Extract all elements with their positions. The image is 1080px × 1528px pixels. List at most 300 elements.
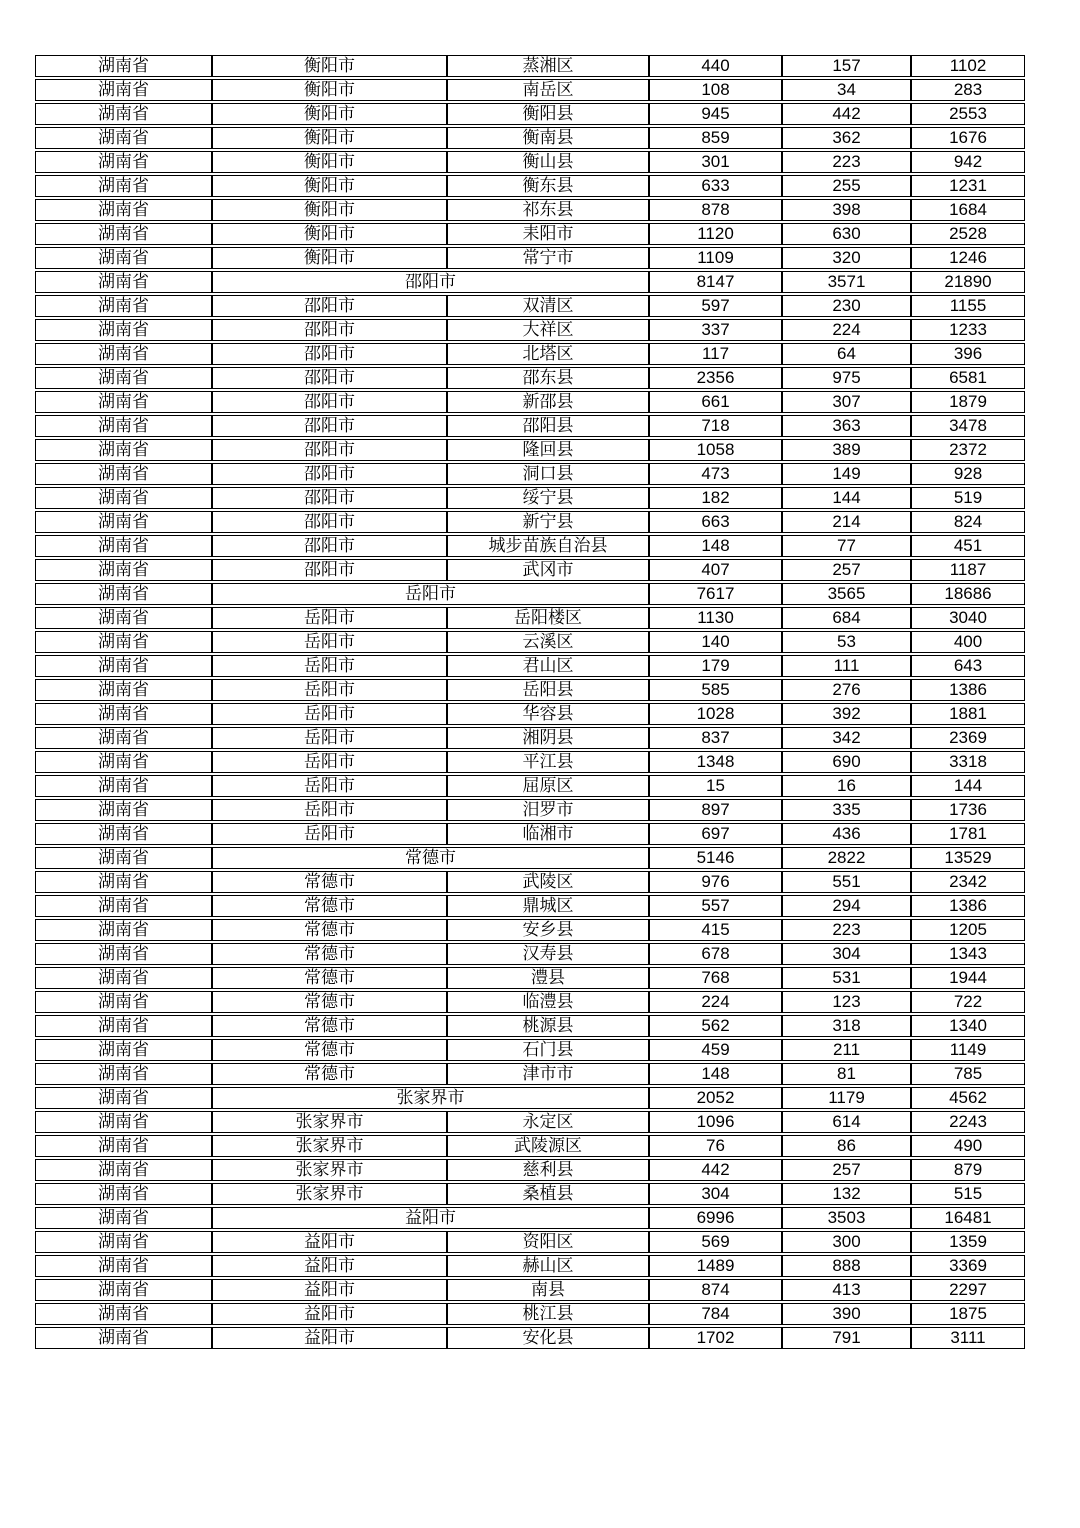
- value2-cell: 211: [782, 1039, 911, 1061]
- value3-cell: 2372: [911, 439, 1025, 461]
- value3-cell: 1386: [911, 895, 1025, 917]
- value2-cell: 257: [782, 559, 911, 581]
- city-cell: 邵阳市: [212, 463, 447, 485]
- value2-cell: 255: [782, 175, 911, 197]
- value1-cell: 874: [649, 1279, 782, 1301]
- value1-cell: 837: [649, 727, 782, 749]
- table-row: [35, 463, 1025, 485]
- table-row: [35, 127, 1025, 149]
- value3-cell: 515: [911, 1183, 1025, 1205]
- province-cell: 湖南省: [35, 199, 212, 221]
- district-cell: 汨罗市: [447, 799, 649, 821]
- province-cell: 湖南省: [35, 1303, 212, 1325]
- province-cell: 湖南省: [35, 871, 212, 893]
- province-cell: 湖南省: [35, 991, 212, 1013]
- value2-cell: 551: [782, 871, 911, 893]
- value2-cell: 123: [782, 991, 911, 1013]
- city-cell: 常德市: [212, 919, 447, 941]
- table-row: [35, 391, 1025, 413]
- city-cell: 衡阳市: [212, 223, 447, 245]
- value1-cell: 1702: [649, 1327, 782, 1349]
- value3-cell: 3478: [911, 415, 1025, 437]
- district-cell: 湘阴县: [447, 727, 649, 749]
- value2-cell: 223: [782, 151, 911, 173]
- table-row: [35, 919, 1025, 941]
- value3-cell: 1205: [911, 919, 1025, 941]
- district-cell: 武冈市: [447, 559, 649, 581]
- value3-cell: 3318: [911, 751, 1025, 773]
- table-row: [35, 1159, 1025, 1181]
- value1-cell: 945: [649, 103, 782, 125]
- table-row: [35, 1135, 1025, 1157]
- value3-cell: 1736: [911, 799, 1025, 821]
- value3-cell: 1246: [911, 247, 1025, 269]
- table-row: [35, 775, 1025, 797]
- province-cell: 湖南省: [35, 1039, 212, 1061]
- district-cell: 平江县: [447, 751, 649, 773]
- value2-cell: 16: [782, 775, 911, 797]
- city-cell: 张家界市: [212, 1159, 447, 1181]
- district-cell: 衡山县: [447, 151, 649, 173]
- value3-cell: 879: [911, 1159, 1025, 1181]
- value3-cell: 3111: [911, 1327, 1025, 1349]
- value2-cell: 86: [782, 1135, 911, 1157]
- province-cell: 湖南省: [35, 295, 212, 317]
- value2-cell: 2822: [782, 847, 911, 869]
- table-row: [35, 343, 1025, 365]
- value1-cell: 8147: [649, 271, 782, 293]
- district-cell: 北塔区: [447, 343, 649, 365]
- district-cell: 津市市: [447, 1063, 649, 1085]
- table-body: [35, 55, 1025, 1349]
- value3-cell: 3369: [911, 1255, 1025, 1277]
- value3-cell: 942: [911, 151, 1025, 173]
- province-cell: 湖南省: [35, 1087, 212, 1109]
- district-cell: 桃源县: [447, 1015, 649, 1037]
- value3-cell: 1684: [911, 199, 1025, 221]
- value3-cell: 3040: [911, 607, 1025, 629]
- value1-cell: 878: [649, 199, 782, 221]
- district-cell: 城步苗族自治县: [447, 535, 649, 557]
- value2-cell: 413: [782, 1279, 911, 1301]
- district-cell: 石门县: [447, 1039, 649, 1061]
- city-cell: 益阳市: [212, 1303, 447, 1325]
- value1-cell: 15: [649, 775, 782, 797]
- value1-cell: 859: [649, 127, 782, 149]
- value1-cell: 148: [649, 1063, 782, 1085]
- table-row: [35, 1039, 1025, 1061]
- province-cell: 湖南省: [35, 679, 212, 701]
- value1-cell: 1096: [649, 1111, 782, 1133]
- table-row: [35, 1327, 1025, 1349]
- value2-cell: 132: [782, 1183, 911, 1205]
- value3-cell: 824: [911, 511, 1025, 533]
- province-cell: 湖南省: [35, 535, 212, 557]
- table-row: [35, 1231, 1025, 1253]
- value1-cell: 140: [649, 631, 782, 653]
- value1-cell: 301: [649, 151, 782, 173]
- city-summary-cell: 岳阳市: [212, 583, 649, 605]
- city-cell: 岳阳市: [212, 607, 447, 629]
- value3-cell: 722: [911, 991, 1025, 1013]
- city-summary-cell: 邵阳市: [212, 271, 649, 293]
- value3-cell: 1102: [911, 55, 1025, 77]
- city-cell: 衡阳市: [212, 79, 447, 101]
- province-cell: 湖南省: [35, 703, 212, 725]
- city-cell: 益阳市: [212, 1255, 447, 1277]
- city-summary-cell: 益阳市: [212, 1207, 649, 1229]
- value3-cell: 1676: [911, 127, 1025, 149]
- province-cell: 湖南省: [35, 559, 212, 581]
- province-cell: 湖南省: [35, 463, 212, 485]
- district-cell: 武陵区: [447, 871, 649, 893]
- value1-cell: 585: [649, 679, 782, 701]
- city-cell: 常德市: [212, 871, 447, 893]
- value2-cell: 77: [782, 535, 911, 557]
- district-cell: 隆回县: [447, 439, 649, 461]
- district-cell: 临湘市: [447, 823, 649, 845]
- table-row: [35, 871, 1025, 893]
- table-row: [35, 943, 1025, 965]
- table-row: [35, 1255, 1025, 1277]
- value1-cell: 7617: [649, 583, 782, 605]
- value3-cell: 16481: [911, 1207, 1025, 1229]
- value1-cell: 148: [649, 535, 782, 557]
- province-cell: 湖南省: [35, 727, 212, 749]
- value2-cell: 442: [782, 103, 911, 125]
- table-row: [35, 79, 1025, 101]
- table-row: [35, 1183, 1025, 1205]
- value3-cell: 1231: [911, 175, 1025, 197]
- city-summary-row: [35, 271, 1025, 293]
- value1-cell: 459: [649, 1039, 782, 1061]
- value2-cell: 144: [782, 487, 911, 509]
- value2-cell: 390: [782, 1303, 911, 1325]
- city-summary-row: [35, 1087, 1025, 1109]
- table-row: [35, 319, 1025, 341]
- table-row: [35, 1015, 1025, 1037]
- city-cell: 常德市: [212, 1063, 447, 1085]
- table-row: [35, 367, 1025, 389]
- value2-cell: 157: [782, 55, 911, 77]
- value1-cell: 718: [649, 415, 782, 437]
- district-cell: 武陵源区: [447, 1135, 649, 1157]
- district-cell: 慈利县: [447, 1159, 649, 1181]
- value2-cell: 975: [782, 367, 911, 389]
- district-cell: 南岳区: [447, 79, 649, 101]
- province-cell: 湖南省: [35, 751, 212, 773]
- value2-cell: 684: [782, 607, 911, 629]
- district-cell: 岳阳楼区: [447, 607, 649, 629]
- value2-cell: 888: [782, 1255, 911, 1277]
- province-cell: 湖南省: [35, 967, 212, 989]
- district-cell: 南县: [447, 1279, 649, 1301]
- value2-cell: 392: [782, 703, 911, 725]
- value2-cell: 304: [782, 943, 911, 965]
- value1-cell: 108: [649, 79, 782, 101]
- province-cell: 湖南省: [35, 1111, 212, 1133]
- district-cell: 屈原区: [447, 775, 649, 797]
- value2-cell: 224: [782, 319, 911, 341]
- value2-cell: 307: [782, 391, 911, 413]
- city-cell: 衡阳市: [212, 247, 447, 269]
- city-cell: 岳阳市: [212, 703, 447, 725]
- value2-cell: 34: [782, 79, 911, 101]
- value3-cell: 1149: [911, 1039, 1025, 1061]
- value1-cell: 2052: [649, 1087, 782, 1109]
- city-cell: 岳阳市: [212, 775, 447, 797]
- value1-cell: 697: [649, 823, 782, 845]
- district-cell: 常宁市: [447, 247, 649, 269]
- table-row: [35, 1303, 1025, 1325]
- value2-cell: 257: [782, 1159, 911, 1181]
- province-cell: 湖南省: [35, 631, 212, 653]
- province-cell: 湖南省: [35, 79, 212, 101]
- city-cell: 衡阳市: [212, 199, 447, 221]
- city-cell: 常德市: [212, 1015, 447, 1037]
- value3-cell: 519: [911, 487, 1025, 509]
- value1-cell: 897: [649, 799, 782, 821]
- province-cell: 湖南省: [35, 847, 212, 869]
- value1-cell: 179: [649, 655, 782, 677]
- table-row: [35, 967, 1025, 989]
- value1-cell: 597: [649, 295, 782, 317]
- table-row: [35, 751, 1025, 773]
- city-cell: 常德市: [212, 967, 447, 989]
- value2-cell: 362: [782, 127, 911, 149]
- value2-cell: 276: [782, 679, 911, 701]
- value1-cell: 1120: [649, 223, 782, 245]
- district-cell: 桃江县: [447, 1303, 649, 1325]
- district-cell: 邵东县: [447, 367, 649, 389]
- city-cell: 衡阳市: [212, 151, 447, 173]
- value1-cell: 1028: [649, 703, 782, 725]
- table-row: [35, 1111, 1025, 1133]
- value1-cell: 569: [649, 1231, 782, 1253]
- table-row: [35, 439, 1025, 461]
- table-row: [35, 151, 1025, 173]
- table-row: [35, 991, 1025, 1013]
- table-row: [35, 895, 1025, 917]
- province-cell: 湖南省: [35, 223, 212, 245]
- table-row: [35, 823, 1025, 845]
- district-cell: 君山区: [447, 655, 649, 677]
- province-cell: 湖南省: [35, 655, 212, 677]
- value1-cell: 633: [649, 175, 782, 197]
- table-row: [35, 511, 1025, 533]
- city-cell: 常德市: [212, 1039, 447, 1061]
- value1-cell: 1058: [649, 439, 782, 461]
- province-cell: 湖南省: [35, 1015, 212, 1037]
- city-summary-cell: 常德市: [212, 847, 649, 869]
- city-cell: 邵阳市: [212, 343, 447, 365]
- value3-cell: 1386: [911, 679, 1025, 701]
- value1-cell: 76: [649, 1135, 782, 1157]
- district-cell: 永定区: [447, 1111, 649, 1133]
- value2-cell: 389: [782, 439, 911, 461]
- value3-cell: 1233: [911, 319, 1025, 341]
- value1-cell: 1489: [649, 1255, 782, 1277]
- district-cell: 安化县: [447, 1327, 649, 1349]
- value2-cell: 791: [782, 1327, 911, 1349]
- value3-cell: 13529: [911, 847, 1025, 869]
- value2-cell: 149: [782, 463, 911, 485]
- table-row: [35, 487, 1025, 509]
- table-row: [35, 703, 1025, 725]
- value1-cell: 442: [649, 1159, 782, 1181]
- value3-cell: 1944: [911, 967, 1025, 989]
- value3-cell: 2553: [911, 103, 1025, 125]
- city-cell: 岳阳市: [212, 655, 447, 677]
- district-cell: 汉寿县: [447, 943, 649, 965]
- city-cell: 张家界市: [212, 1183, 447, 1205]
- district-cell: 临澧县: [447, 991, 649, 1013]
- value1-cell: 557: [649, 895, 782, 917]
- table-row: [35, 415, 1025, 437]
- value1-cell: 661: [649, 391, 782, 413]
- district-cell: 赫山区: [447, 1255, 649, 1277]
- value1-cell: 1348: [649, 751, 782, 773]
- city-summary-cell: 张家界市: [212, 1087, 649, 1109]
- province-cell: 湖南省: [35, 1255, 212, 1277]
- value2-cell: 223: [782, 919, 911, 941]
- city-summary-row: [35, 583, 1025, 605]
- city-cell: 邵阳市: [212, 367, 447, 389]
- province-cell: 湖南省: [35, 127, 212, 149]
- value2-cell: 294: [782, 895, 911, 917]
- district-cell: 耒阳市: [447, 223, 649, 245]
- table-row: [35, 679, 1025, 701]
- province-cell: 湖南省: [35, 55, 212, 77]
- province-cell: 湖南省: [35, 391, 212, 413]
- value3-cell: 2342: [911, 871, 1025, 893]
- value2-cell: 3503: [782, 1207, 911, 1229]
- city-cell: 岳阳市: [212, 799, 447, 821]
- table-row: [35, 535, 1025, 557]
- district-cell: 岳阳县: [447, 679, 649, 701]
- value2-cell: 53: [782, 631, 911, 653]
- district-cell: 祁东县: [447, 199, 649, 221]
- province-cell: 湖南省: [35, 271, 212, 293]
- value3-cell: 928: [911, 463, 1025, 485]
- city-cell: 岳阳市: [212, 679, 447, 701]
- table-row: [35, 103, 1025, 125]
- city-cell: 邵阳市: [212, 487, 447, 509]
- province-cell: 湖南省: [35, 775, 212, 797]
- city-cell: 常德市: [212, 895, 447, 917]
- city-cell: 衡阳市: [212, 55, 447, 77]
- city-cell: 岳阳市: [212, 727, 447, 749]
- province-cell: 湖南省: [35, 583, 212, 605]
- value1-cell: 768: [649, 967, 782, 989]
- province-cell: 湖南省: [35, 823, 212, 845]
- table-row: [35, 727, 1025, 749]
- value1-cell: 117: [649, 343, 782, 365]
- value3-cell: 400: [911, 631, 1025, 653]
- value2-cell: 3571: [782, 271, 911, 293]
- city-cell: 常德市: [212, 991, 447, 1013]
- city-cell: 常德市: [212, 943, 447, 965]
- table-row: [35, 631, 1025, 653]
- province-cell: 湖南省: [35, 1327, 212, 1349]
- value3-cell: 21890: [911, 271, 1025, 293]
- value2-cell: 111: [782, 655, 911, 677]
- district-cell: 新邵县: [447, 391, 649, 413]
- district-cell: 蒸湘区: [447, 55, 649, 77]
- district-cell: 邵阳县: [447, 415, 649, 437]
- value2-cell: 690: [782, 751, 911, 773]
- district-cell: 衡阳县: [447, 103, 649, 125]
- value3-cell: 490: [911, 1135, 1025, 1157]
- province-cell: 湖南省: [35, 511, 212, 533]
- district-cell: 云溪区: [447, 631, 649, 653]
- province-cell: 湖南省: [35, 439, 212, 461]
- district-cell: 澧县: [447, 967, 649, 989]
- district-cell: 新宁县: [447, 511, 649, 533]
- value3-cell: 2243: [911, 1111, 1025, 1133]
- value3-cell: 1881: [911, 703, 1025, 725]
- city-cell: 邵阳市: [212, 559, 447, 581]
- value2-cell: 230: [782, 295, 911, 317]
- province-cell: 湖南省: [35, 415, 212, 437]
- value3-cell: 643: [911, 655, 1025, 677]
- value1-cell: 2356: [649, 367, 782, 389]
- value2-cell: 3565: [782, 583, 911, 605]
- city-cell: 益阳市: [212, 1327, 447, 1349]
- province-cell: 湖南省: [35, 367, 212, 389]
- district-cell: 衡东县: [447, 175, 649, 197]
- province-cell: 湖南省: [35, 343, 212, 365]
- city-cell: 衡阳市: [212, 103, 447, 125]
- province-cell: 湖南省: [35, 1063, 212, 1085]
- city-cell: 邵阳市: [212, 319, 447, 341]
- district-cell: 绥宁县: [447, 487, 649, 509]
- value2-cell: 342: [782, 727, 911, 749]
- table-row: [35, 799, 1025, 821]
- value3-cell: 451: [911, 535, 1025, 557]
- value1-cell: 224: [649, 991, 782, 1013]
- value1-cell: 440: [649, 55, 782, 77]
- district-cell: 鼎城区: [447, 895, 649, 917]
- value1-cell: 1130: [649, 607, 782, 629]
- province-cell: 湖南省: [35, 103, 212, 125]
- value1-cell: 784: [649, 1303, 782, 1325]
- value3-cell: 1781: [911, 823, 1025, 845]
- value2-cell: 320: [782, 247, 911, 269]
- value1-cell: 678: [649, 943, 782, 965]
- value1-cell: 1109: [649, 247, 782, 269]
- province-cell: 湖南省: [35, 1279, 212, 1301]
- province-cell: 湖南省: [35, 919, 212, 941]
- value2-cell: 214: [782, 511, 911, 533]
- value1-cell: 562: [649, 1015, 782, 1037]
- province-cell: 湖南省: [35, 151, 212, 173]
- value2-cell: 81: [782, 1063, 911, 1085]
- city-cell: 邵阳市: [212, 415, 447, 437]
- value2-cell: 436: [782, 823, 911, 845]
- value2-cell: 630: [782, 223, 911, 245]
- value3-cell: 4562: [911, 1087, 1025, 1109]
- city-cell: 岳阳市: [212, 631, 447, 653]
- value3-cell: 283: [911, 79, 1025, 101]
- city-cell: 邵阳市: [212, 391, 447, 413]
- table-row: [35, 607, 1025, 629]
- province-cell: 湖南省: [35, 799, 212, 821]
- city-cell: 益阳市: [212, 1279, 447, 1301]
- table-row: [35, 1063, 1025, 1085]
- value3-cell: 1343: [911, 943, 1025, 965]
- city-cell: 邵阳市: [212, 439, 447, 461]
